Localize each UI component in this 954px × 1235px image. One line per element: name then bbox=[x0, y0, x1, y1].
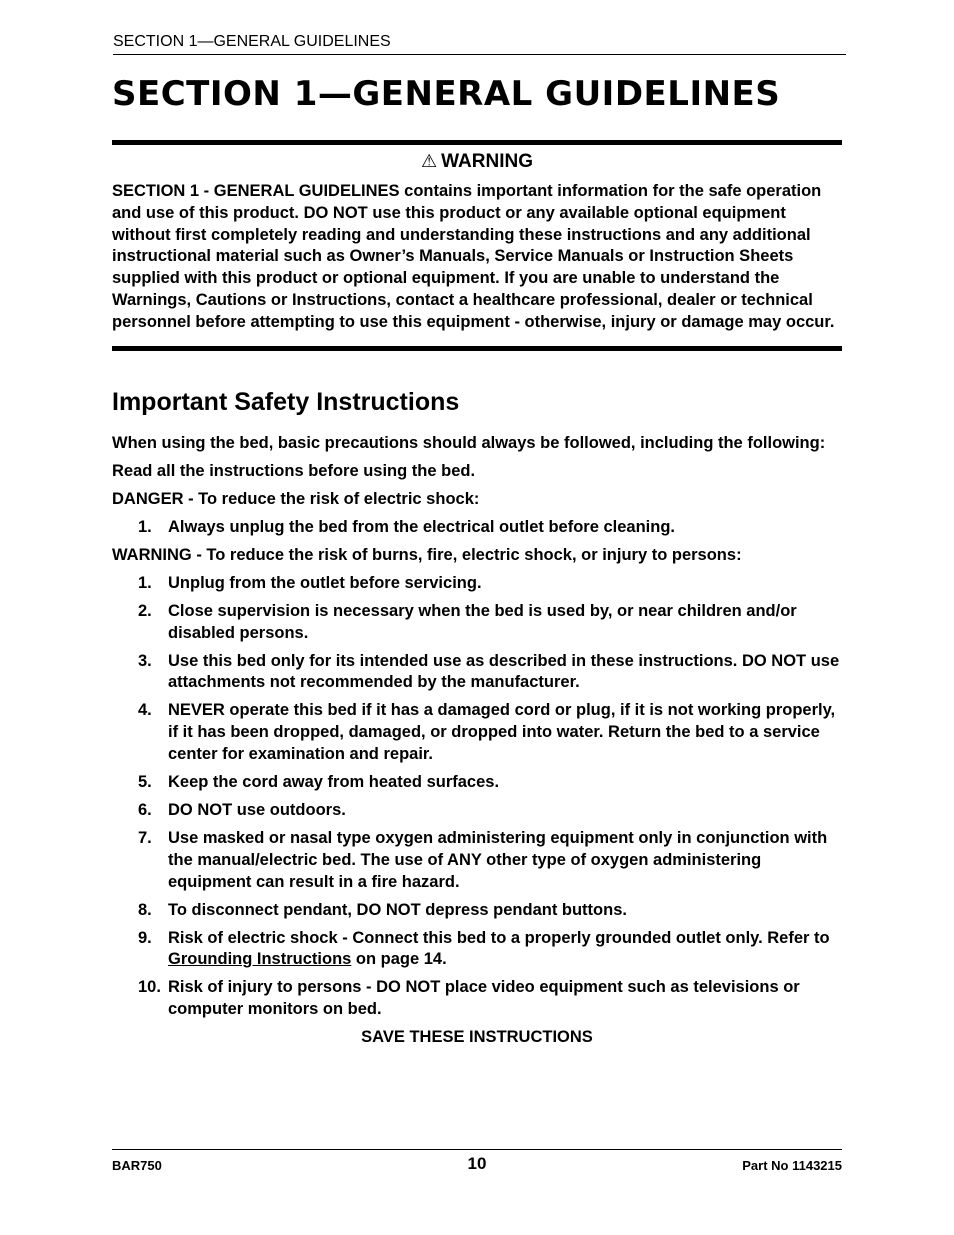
danger-label: DANGER - To reduce the risk of electric shock: bbox=[112, 489, 480, 508]
list-item bbox=[112, 800, 842, 822]
item-number: 1. bbox=[138, 573, 152, 592]
running-header: SECTION 1—GENERAL GUIDELINES bbox=[113, 33, 846, 55]
list-item bbox=[112, 517, 842, 539]
item-number: 2. bbox=[138, 601, 152, 620]
page-footer bbox=[112, 1149, 842, 1173]
list-item bbox=[112, 651, 842, 695]
item-number: 5. bbox=[138, 773, 152, 792]
item-text: NEVER operate this bed if it has a damaged cord or plug, if it is not working properly, if it has been dropped, damaged, or dropped into water. Return the bed to a service center for examination and repair. bbox=[168, 701, 836, 764]
item-text: Keep the cord away from heated surfaces. bbox=[168, 773, 500, 792]
item-number: 6. bbox=[138, 801, 152, 820]
item-number: 9. bbox=[138, 928, 152, 947]
item-text bbox=[168, 928, 842, 972]
list-item bbox=[112, 700, 842, 765]
warning-triangle-icon: ⚠ bbox=[421, 151, 438, 171]
safety-heading: Important Safety Instructions bbox=[112, 388, 460, 416]
list-item bbox=[112, 928, 842, 972]
item-text: Close supervision is necessary when the bed is used by, or near children and/or disabled persons. bbox=[168, 601, 797, 642]
warning-title bbox=[112, 151, 842, 173]
item-text: DO NOT use outdoors. bbox=[168, 801, 346, 820]
footer-part-number: Part No 1143215 bbox=[742, 1158, 842, 1173]
safety-intro: When using the bed, basic precautions should always be followed, including the following: bbox=[112, 434, 826, 452]
warning-box bbox=[112, 140, 842, 351]
safety-content bbox=[112, 433, 842, 1055]
warning-label-list: WARNING - To reduce the risk of burns, fire, electric shock, or injury to persons: bbox=[112, 545, 742, 564]
item-text: To disconnect pendant, DO NOT depress pendant buttons. bbox=[168, 900, 627, 919]
item-number: 3. bbox=[138, 651, 152, 670]
item-text: Unplug from the outlet before servicing. bbox=[168, 573, 482, 592]
list-item bbox=[112, 573, 842, 595]
warning-text: SECTION 1 - GENERAL GUIDELINES contains important information for the safe operation and use of this product. DO NOT use this product or any available optional equipment without first completely reading and understanding these instructions and any additional instructional material such as Owner’s Manuals, Service Manuals or Instruction Sheets supplied with this product or optional equipment. If you are unable to understand the Warnings, Cautions or Instructions, contact a healthcare professional, dealer or technical personnel before attempting to use this equipment - otherwise, injury or damage may occur. bbox=[112, 182, 835, 331]
item-number: 7. bbox=[138, 829, 152, 848]
item-number: 10. bbox=[138, 978, 161, 997]
list-item bbox=[112, 828, 842, 893]
list-item bbox=[112, 900, 842, 922]
item-number: 1. bbox=[138, 517, 152, 536]
save-instructions: SAVE THESE INSTRUCTIONS bbox=[361, 1028, 593, 1047]
read-all-note: Read all the instructions before using the bed. bbox=[112, 461, 476, 480]
list-item bbox=[112, 772, 842, 794]
footer-model: BAR750 bbox=[112, 1158, 162, 1173]
grounding-instructions-link[interactable]: Grounding Instructions bbox=[168, 950, 352, 969]
item-number: 8. bbox=[138, 900, 152, 919]
warning-label: WARNING bbox=[441, 151, 533, 172]
item-text-before: Risk of electric shock - Connect this bed to a properly grounded outlet only. Refer to bbox=[168, 928, 830, 947]
danger-list bbox=[112, 517, 842, 539]
page-title: SECTION 1—GENERAL GUIDELINES bbox=[112, 74, 781, 114]
item-text: Always unplug the bed from the electrical outlet before cleaning. bbox=[168, 517, 676, 536]
item-text: Risk of injury to persons - DO NOT place video equipment such as televisions or computer monitors on bed. bbox=[168, 978, 800, 1019]
warning-list bbox=[112, 573, 842, 1021]
list-item bbox=[112, 601, 842, 645]
item-number: 4. bbox=[138, 701, 152, 720]
item-text: Use masked or nasal type oxygen administering equipment only in conjunction with the manual/electric bed. The use of ANY other type of oxygen administering equipment can result in a fire hazard. bbox=[168, 829, 828, 891]
footer-page-number: 10 bbox=[467, 1154, 487, 1173]
item-text-after: on page 14. bbox=[351, 950, 447, 969]
item-text: Use this bed only for its intended use as described in these instructions. DO NOT use attachments not recommended by the manufacturer. bbox=[168, 651, 840, 692]
list-item bbox=[112, 977, 842, 1021]
